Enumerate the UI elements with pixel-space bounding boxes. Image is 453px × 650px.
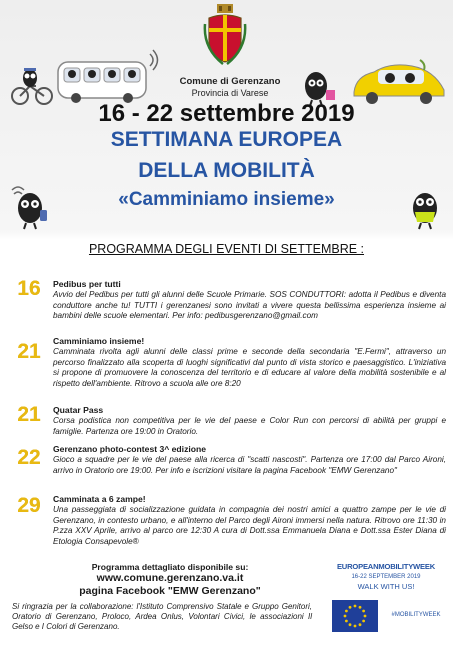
event-body xyxy=(53,494,446,547)
event-title: Quatar Pass xyxy=(53,405,104,415)
event-dates: 16 - 22 settembre 2019 xyxy=(98,100,355,127)
mascot-phone-icon xyxy=(10,186,52,230)
comune-block xyxy=(150,76,310,98)
bus-icon xyxy=(50,48,160,108)
emw-hashtag: #MOBILITYWEEK xyxy=(391,612,441,618)
event-text: Una passeggiata di socializzazione guidata in compagnia dei nostri amici a quattro zampe per le vie di Gerenzano, in contesto urbano, e all'interno del Parco degli Aironi immersi nella natura. Ritrovo ore 11:30 in P.zza XXV Aprile, arrivo al parco ore 12:30 A cura di Dott.ssa Emmanuela Diana e Dott.ssa Ester Diana di Etologia Consapevole® xyxy=(53,505,446,546)
event-title: Gerenzano photo-contest 3^ edizione xyxy=(53,444,207,454)
facebook-page-label: pagina Facebook "EMW Gerenzano" xyxy=(79,585,261,597)
title-line-2: DELLA MOBILITÀ xyxy=(138,159,315,182)
municipal-crest-icon xyxy=(203,4,247,66)
event-body xyxy=(53,444,446,476)
provincia-name: Provincia di Varese xyxy=(191,88,269,98)
event-day: 16 xyxy=(17,277,41,300)
acknowledgements: Si ringrazia per la collaborazione: l'Istituto Comprensivo Statale e Gruppo Genitori, Oratorio di Gerenzano, Proloco, Ardea Onlus, Volontari Civici, le associazioni Il Gelso e I Colori di Gerenzano. xyxy=(12,602,312,631)
event-day: 29 xyxy=(17,494,41,517)
event-title: Camminata a 6 zampe! xyxy=(53,494,146,504)
event-body xyxy=(53,336,446,389)
emw-dates: 16-22 SEPTEMBER 2019 xyxy=(351,574,421,580)
event-text: Camminata rivolta agli alunni delle classi prime e seconde della secondaria "E.Fermi", attraverso un percorso finalizzato alla scoperta di luoghi significativi dal punto di vista storico e paesaggistico. L'iniziativa si propone di promuovere la conoscenza del territorio e di educare al valore della mobilità sostenibile e al rispetto dell'ambiente. Ritrovo a scuola alle ore 8:20 xyxy=(53,347,446,388)
program-available-label: Programma dettagliato disponibile su: xyxy=(91,562,249,572)
comune-name: Comune di Gerenzano xyxy=(179,76,281,87)
event-title: Pedibus per tutti xyxy=(53,279,121,289)
website-link[interactable]: www.comune.gerenzano.va.it xyxy=(96,572,244,584)
emw-slogan: WALK WITH US! xyxy=(357,582,415,591)
emw-title: EUROPEANMOBILITYWEEK xyxy=(336,562,436,571)
emw-logo-block xyxy=(324,560,448,644)
event-body xyxy=(53,279,446,322)
program-heading: PROGRAMMA DEGLI EVENTI DI SETTEMBRE : xyxy=(88,242,365,256)
event-body xyxy=(53,405,446,437)
event-text: Avvio del Pedibus per tutti gli alunni delle Scuole Primarie. SOS CONDUTTORI: adotta il Pedibus e diventa conduttore anche tu! TUTTI i gerenzanesi sono invitati a vivere questa bellissima esperienza insieme ai bambini delle scuole elementari. Per info: pedibusgerenzano@gmail.com xyxy=(53,290,446,321)
event-day: 21 xyxy=(17,403,41,426)
car-icon xyxy=(350,56,448,106)
event-day: 21 xyxy=(17,340,41,363)
title-line-3: «Camminiamo insieme» xyxy=(118,189,335,210)
title-line-1: SETTIMANA EUROPEA xyxy=(110,128,343,151)
eu-flag-icon xyxy=(332,600,378,632)
event-text: Corsa podistica non competitiva per le vie del paese e Color Run con percorsi di abilità per gruppi e famiglie. Partenza ore 19:00 in Oratorio. xyxy=(53,416,446,436)
event-day: 22 xyxy=(17,446,41,469)
event-title: Camminiamo insieme! xyxy=(53,336,145,346)
event-text: Gioco a squadre per le vie del paese alla ricerca di "scatti nascosti". Partenza ore 17:00 dal Parco Aironi, arrivo in Oratorio ore 19:00. Per info e iscrizioni visitare la pagina Facebook "EMW Gerenzano" xyxy=(53,455,446,475)
mascot-vest-icon xyxy=(405,186,445,230)
